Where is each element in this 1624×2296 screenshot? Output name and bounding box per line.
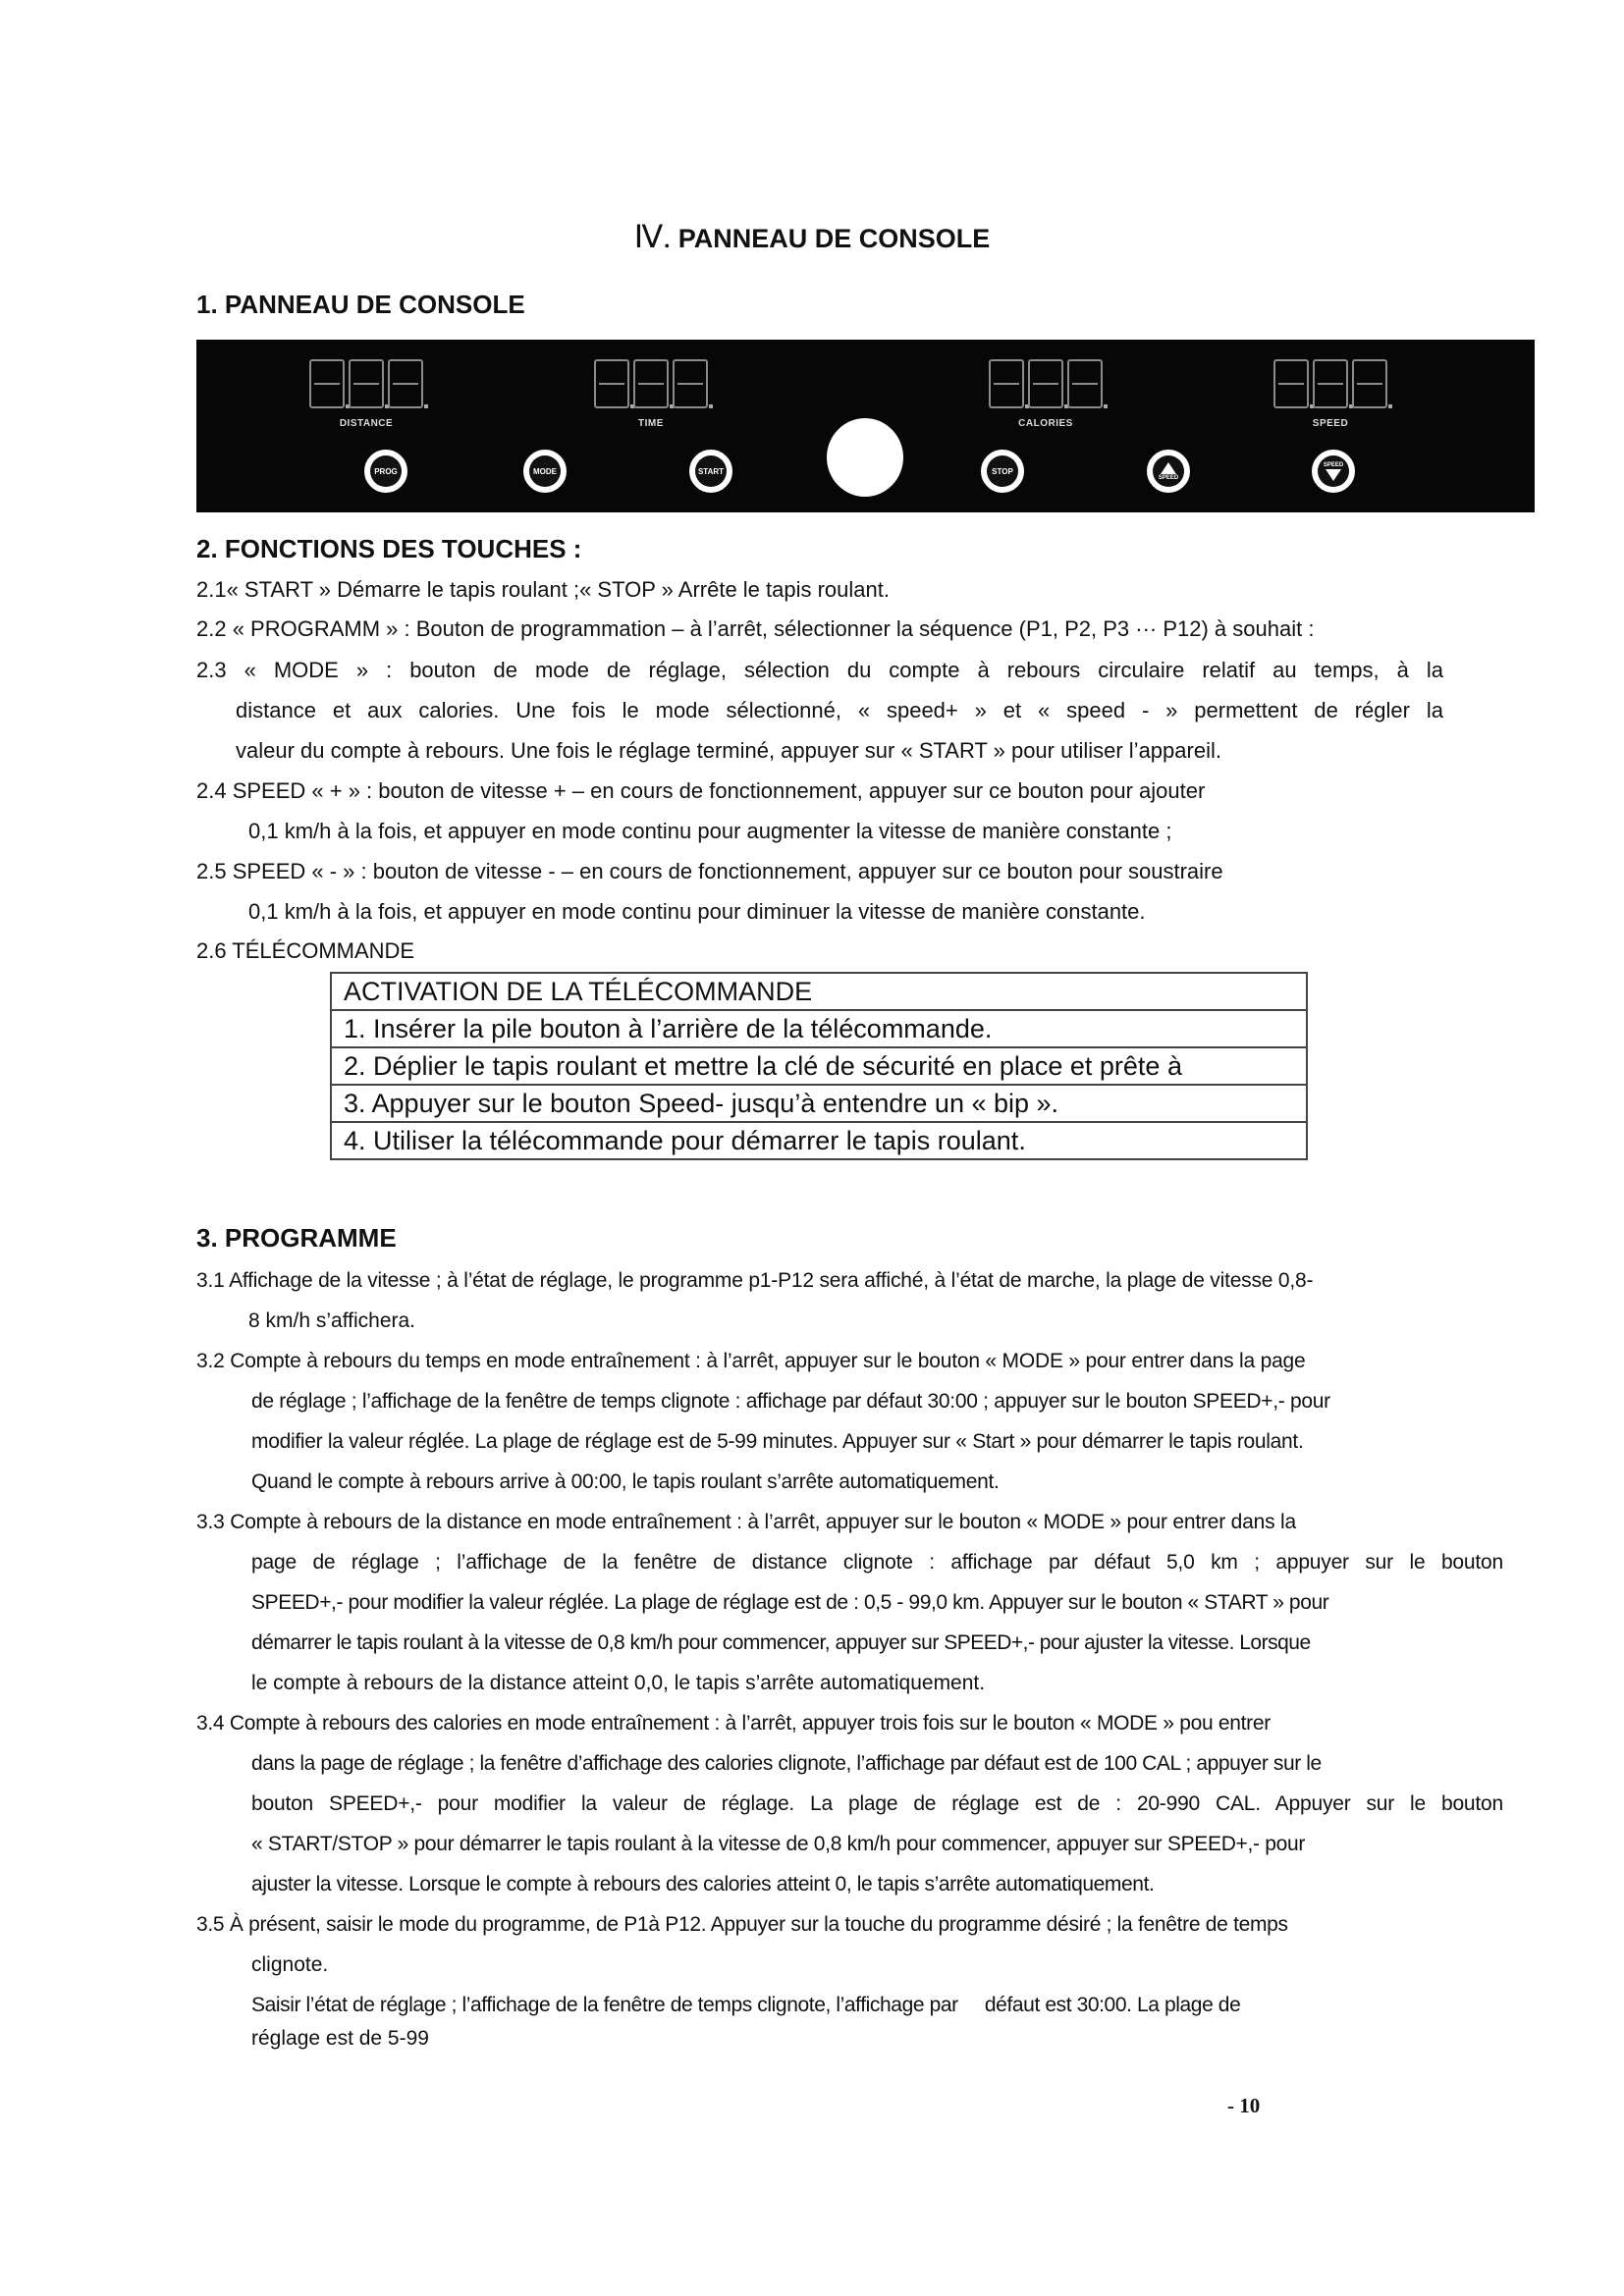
stop-button[interactable]: STOP [981,450,1024,493]
section1-title: 1. PANNEAU DE CONSOLE [196,290,525,319]
remote-activation-table [330,972,1308,1160]
text-3-4d: « START/STOP » pour démarrer le tapis roulant à la vitesse de 0,8 km/h pour commencer, appuyer sur SPEED+,- pour [251,1833,1306,1855]
text-2-2: 2.2 « PROGRAMM » : Bouton de programmation – à l’arrêt, sélectionner la séquence (P1, P2, P3 ··· P12) à souhait : [196,616,1315,641]
text-3-2a: 3.2 Compte à rebours du temps en mode entraînement : à l’arrêt, appuyer sur le bouton « MODE » pour entrer dans la page [196,1350,1306,1372]
table-row: 2. Déplier le tapis roulant et mettre la clé de sécurité en place et prête à [331,1047,1307,1085]
text-3-1b: 8 km/h s’affichera. [248,1309,416,1332]
text-3-5a: 3.5 À présent, saisir le mode du programme, de P1à P12. Appuyer sur la touche du programme désiré ; la fenêtre de temps [196,1913,1288,1936]
text-3-3c: SPEED+,- pour modifier la valeur réglée. La plage de réglage est de : 0,5 - 99,0 km. Appuyer sur le bouton « START » pour [251,1591,1329,1614]
time-display [594,359,708,410]
text-2-3b: distance et aux calories. Une fois le mode sélectionné, « speed+ » et « speed - » permettent de régler la [236,698,1443,722]
distance-display [309,359,423,410]
distance-label: DISTANCE [339,418,394,429]
text-2-6: 2.6 TÉLÉCOMMANDE [196,938,415,963]
speed-down-button[interactable]: SPEED [1312,450,1355,493]
page-number: - 10 [1227,2094,1261,2117]
page-title-text: PANNEAU DE CONSOLE [677,224,991,253]
text-3-3b: page de réglage ; l’affichage de la fenêtre de distance clignote : affichage par défaut 5,0 km ; appuyer sur le bouton [251,1551,1503,1574]
calories-label: CALORIES [1018,418,1073,429]
text-3-4c: bouton SPEED+,- pour modifier la valeur de réglage. La plage de réglage est de : 20-990 CAL. Appuyer sur le bouton [251,1792,1503,1815]
text-3-3e: le compte à rebours de la distance atteint 0,0, le tapis s’arrête automatiquement. [251,1672,986,1694]
speed-label: SPEED [1312,418,1349,429]
text-2-4a: 2.4 SPEED « + » : bouton de vitesse + – en cours de fonctionnement, appuyer sur ce bouton pour ajouter [196,778,1206,803]
text-3-4e: ajuster la vitesse. Lorsque le compte à rebours des calories atteint 0, le tapis s’arrête automatiquement. [251,1873,1155,1896]
page-title [0,218,1624,255]
table-row: 1. Insérer la pile bouton à l’arrière de la télécommande. [331,1010,1307,1047]
safety-key-slot [827,418,903,497]
table-row: 4. Utiliser la télécommande pour démarrer le tapis roulant. [331,1122,1307,1159]
text-3-1a: 3.1 Affichage de la vitesse ; à l’état de réglage, le programme p1-P12 sera affiché, à l’état de marche, la plage de vitesse 0,8- [196,1269,1314,1292]
section2-title: 2. FONCTIONS DES TOUCHES : [196,534,582,563]
text-3-3a: 3.3 Compte à rebours de la distance en mode entraînement : à l’arrêt, appuyer sur le bouton « MODE » pour entrer dans la [196,1511,1296,1533]
arrow-down-icon [1326,469,1341,481]
speed-up-button[interactable]: SPEED [1147,450,1190,493]
text-3-5b: clignote. [251,1953,329,1976]
text-2-3c: valeur du compte à rebours. Une fois le réglage terminé, appuyer sur « START » pour utiliser l’appareil. [236,738,1221,763]
calories-display [989,359,1103,410]
text-3-5d: réglage est de 5-99 [251,2027,429,2050]
text-3-4b: dans la page de réglage ; la fenêtre d’affichage des calories clignote, l’affichage par défaut est de 100 CAL ; appuyer sur le [251,1752,1322,1775]
section3-title: 3. PROGRAMME [196,1223,397,1253]
time-label: TIME [638,418,664,429]
text-2-4b: 0,1 km/h à la fois, et appuyer en mode continu pour augmenter la vitesse de manière constante ; [248,819,1172,843]
prog-button[interactable]: PROG [364,450,407,493]
text-3-2b: de réglage ; l’affichage de la fenêtre de temps clignote : affichage par défaut 30:00 ; appuyer sur le bouton SPEED+,- pour [251,1390,1330,1413]
mode-button[interactable]: MODE [523,450,567,493]
roman-numeral: Ⅳ. [633,219,672,254]
start-button[interactable]: START [689,450,732,493]
table-row: ACTIVATION DE LA TÉLÉCOMMANDE [331,973,1307,1010]
arrow-up-icon [1161,462,1176,474]
text-3-2d: Quand le compte à rebours arrive à 00:00, le tapis roulant s’arrête automatiquement. [251,1470,1000,1493]
text-2-5a: 2.5 SPEED « - » : bouton de vitesse - – en cours de fonctionnement, appuyer sur ce bouton pour soustraire [196,859,1223,883]
text-2-3a: 2.3 « MODE » : bouton de mode de réglage, sélection du compte à rebours circulaire relatif au temps, à la [196,658,1443,682]
table-row: 3. Appuyer sur le bouton Speed- jusqu’à entendre un « bip ». [331,1085,1307,1122]
text-2-1: 2.1« START » Démarre le tapis roulant ;« STOP » Arrête le tapis roulant. [196,577,890,602]
console-panel [196,340,1535,512]
speed-display [1273,359,1387,410]
text-3-3d: démarrer le tapis roulant à la vitesse de 0,8 km/h pour commencer, appuyer sur SPEED+,- pour ajuster la vitesse. Lorsque [251,1631,1311,1654]
text-3-4a: 3.4 Compte à rebours des calories en mode entraînement : à l’arrêt, appuyer trois fois sur le bouton « MODE » pou entrer [196,1712,1271,1735]
text-2-5b: 0,1 km/h à la fois, et appuyer en mode continu pour diminuer la vitesse de manière constante. [248,899,1146,924]
text-3-5c: Saisir l’état de réglage ; l’affichage de la fenêtre de temps clignote, l’affichage par défaut est 30:00. La plage de [251,1994,1241,2016]
text-3-2c: modifier la valeur réglée. La plage de réglage est de 5-99 minutes. Appuyer sur « Start » pour démarrer le tapis roulant. [251,1430,1304,1453]
